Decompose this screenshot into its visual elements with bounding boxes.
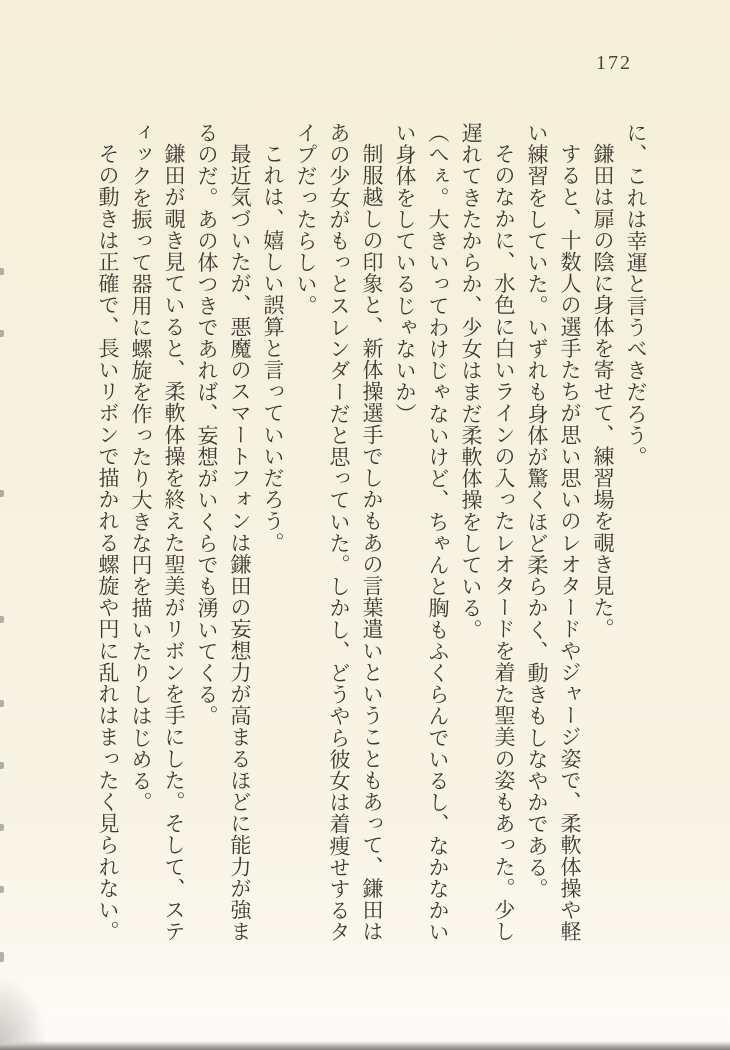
scan-speck xyxy=(0,762,4,769)
paragraph-4: そのなかに、水色に白いラインの入ったレオタードを着た聖美の姿もあった。少し遅れてきたからか、少女はまだ柔軟体操をしている。 xyxy=(459,122,516,943)
scan-corner-smudge xyxy=(0,976,46,1050)
scan-speck xyxy=(0,616,4,623)
scan-speck xyxy=(0,824,4,831)
paragraph-10: その動きは正確で、長いリボンで描かれる螺旋や円に乱れはまったく見られない。 xyxy=(96,143,120,943)
body-text xyxy=(91,122,652,946)
paragraph-5: （へぇ。大きいってわけじゃないけど、ちゃんと胸もふくらんでいるし、なかなかいい身体をしているじゃないか） xyxy=(393,122,450,943)
scan-speck xyxy=(0,952,4,962)
scan-speck xyxy=(0,330,4,337)
paragraph-3: すると、十数人の選手たちが思い思いのレオタードやジャージ姿で、柔軟体操や軽い練習をしていた。いずれも身体が驚くほど柔らかく、動きもしなやかである。 xyxy=(525,122,582,943)
page-number: 172 xyxy=(596,52,632,74)
scan-bottom-edge xyxy=(0,1041,730,1050)
paragraph-2: 鎌田は扉の陰に身体を寄せて、練習場を覗き見た。 xyxy=(591,143,615,640)
paragraph-8: 最近気づいたが、悪魔のスマートフォンは鎌田の妄想力が高まるほどに能力が強まるのだ。あの体つきであれば、妄想がいくらでも湧いてくる。 xyxy=(195,122,252,943)
paragraph-6: 制服越しの印象と、新体操選手でしかもあの言葉遣いということもあって、鎌田はあの少女がもっとスレンダーだと思っていた。しかし、どうやら彼女は着痩せするタイプだったらしい。 xyxy=(294,122,384,943)
scan-speck xyxy=(0,886,4,893)
paragraph-7: これは、嬉しい誤算と言っていいだろう。 xyxy=(261,143,285,554)
paragraph-1: に、これは幸運と言うべきだろう。 xyxy=(624,122,648,468)
scan-speck xyxy=(0,268,4,275)
paragraph-9: 鎌田が覗き見ていると、柔軟体操を終えた聖美がリボンを手にした。そして、スティックを振って器用に螺旋を作ったり大きな円を描いたりしはじめる。 xyxy=(129,122,186,943)
scan-speck xyxy=(0,490,4,497)
scan-speck xyxy=(0,700,4,707)
